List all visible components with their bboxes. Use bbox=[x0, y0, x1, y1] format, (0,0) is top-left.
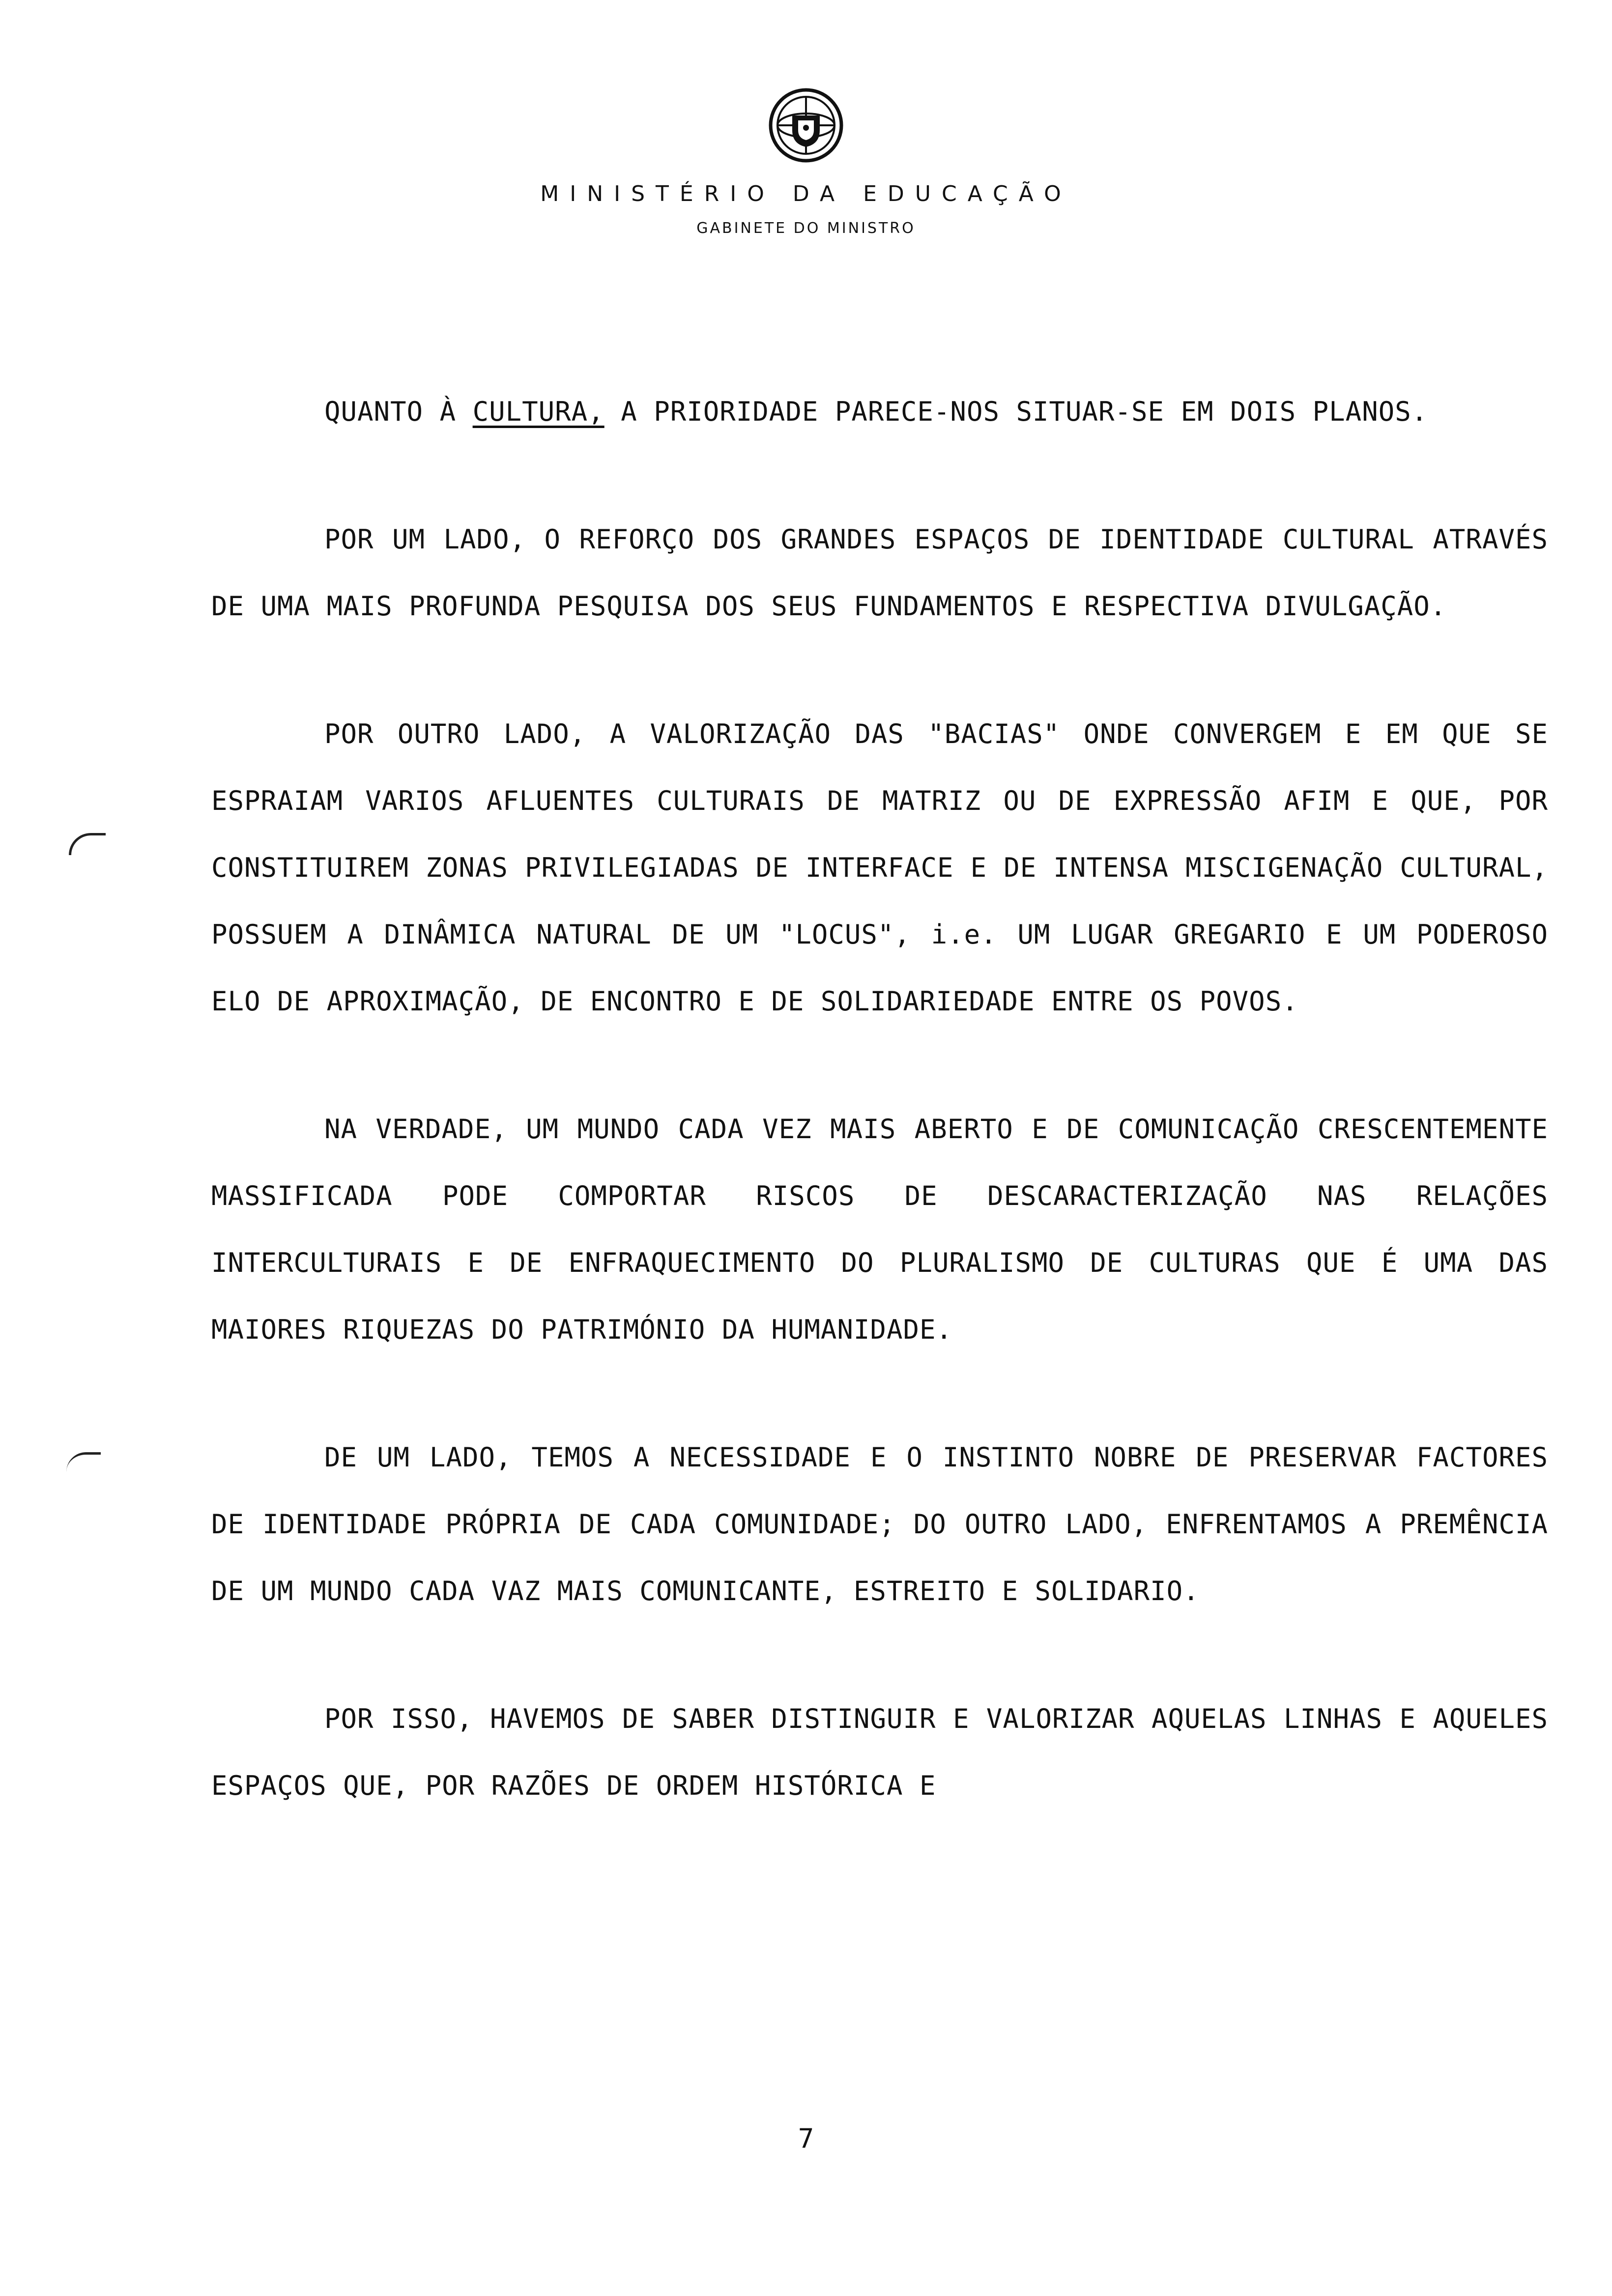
paragraph: POR ISSO, HAVEMOS DE SABER DISTINGUIR E VALORIZAR AQUELAS LINHAS E AQUELES ESPAÇOS QUE, POR RAZÕES DE ORDEM HISTÓRICA E bbox=[211, 1703, 1548, 1801]
paragraph: POR UM LADO, O REFORÇO DOS GRANDES ESPAÇOS DE IDENTIDADE CULTURAL ATRAVÉS DE UMA MAIS PROFUNDA PESQUISA DOS SEUS FUNDAMENTOS E RESPECTIVA DIVULGAÇÃO. bbox=[211, 524, 1548, 622]
margin-bracket-mark bbox=[69, 833, 106, 855]
paragraph: NA VERDADE, UM MUNDO CADA VEZ MAIS ABERTO E DE COMUNICAÇÃO CRESCENTEMENTE MASSIFICADA PODE COMPORTAR RISCOS DE DESCARACTERIZAÇÃO NAS RELAÇÕES INTERCULTURAIS E DE ENFRAQUECIMENTO DO PLURALISMO DE CULTURAS QUE É UMA DAS MAIORES RIQUEZAS DO PATRIMÓNIO DA HUMANIDADE. bbox=[211, 1114, 1548, 1345]
body-text bbox=[211, 378, 1548, 1880]
underlined-term: CULTURA, bbox=[472, 396, 604, 427]
page-number: 7 bbox=[798, 2123, 814, 2154]
paragraph: DE UM LADO, TEMOS A NECESSIDADE E O INSTINTO NOBRE DE PRESERVAR FACTORES DE IDENTIDADE PRÓPRIA DE CADA COMUNIDADE; DO OUTRO LADO, ENFRENTAMOS A PREMÊNCIA DE UM MUNDO CADA VAZ MAIS COMUNICANTE, ESTREITO E SOLIDARIO. bbox=[211, 1442, 1548, 1607]
paragraph-text: A PRIORIDADE PARECE-NOS SITUAR-SE EM DOIS PLANOS. bbox=[604, 396, 1428, 427]
paragraph: POR OUTRO LADO, A VALORIZAÇÃO DAS "BACIAS" ONDE CONVERGEM E EM QUE SE ESPRAIAM VARIOS AFLUENTES CULTURAIS DE MATRIZ OU DE EXPRESSÃO AFIM E QUE, POR CONSTITUIREM ZONAS PRIVILEGIADAS DE INTERFACE E DE INTENSA MISCIGENAÇÃO CULTURAL, POSSUEM A DINÂMICA NATURAL DE UM "LOCUS", i.e. UM LUGAR GREGARIO E UM PODEROSO ELO DE APROXIMAÇÃO, DE ENCONTRO E DE SOLIDARIEDADE ENTRE OS POVOS. bbox=[211, 718, 1548, 1017]
paragraph bbox=[211, 378, 1548, 445]
cabinet-subtitle: GABINETE DO MINISTRO bbox=[696, 220, 916, 237]
margin-bracket-mark bbox=[66, 1452, 101, 1474]
paragraph-lead: QUANTO À bbox=[324, 396, 473, 427]
ministry-title: MINISTÉRIO DA EDUCAÇÃO bbox=[540, 181, 1072, 206]
coat-of-arms-emblem bbox=[767, 86, 845, 165]
